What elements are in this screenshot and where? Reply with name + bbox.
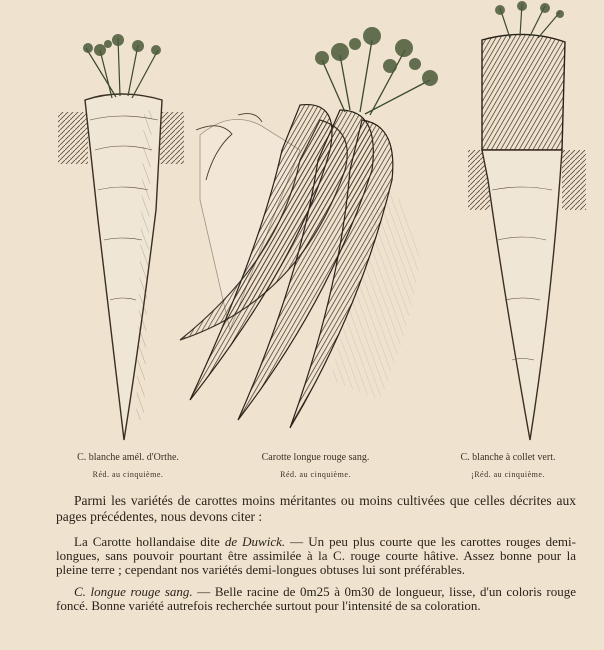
intro-paragraph: Parmi les variétés de carottes moins méritantes ou moins cultivées que celles décrites aux pages précédentes, nous devons citer : (56, 493, 576, 524)
paragraph-longue-rouge (56, 585, 576, 613)
paragraph-duwick (56, 535, 576, 577)
duwick-lead: La Carotte hollandaise dite (74, 534, 225, 549)
carrot-middle (180, 27, 438, 428)
caption-scale: Réd. au cinquième. (92, 470, 164, 479)
duwick-name: de Duwick. (224, 534, 286, 549)
caption-title: C. blanche amél. d'Orthe. (77, 452, 179, 463)
figure-caption-middle (228, 451, 403, 481)
figure-caption-right (428, 451, 588, 481)
caption-scale: Réd. au cinquième. (280, 470, 351, 479)
caption-scale: ¡Réd. au cinquième. (471, 470, 545, 479)
longue-rouge-text: — Belle racine de 0m25 à 0m30 de longueur, lisse, d'un coloris rouge foncé. Bonne variété autrefois recherchée surtout pour l'intensité de sa coloration. (56, 584, 576, 613)
caption-title: C. blanche à collet vert. (460, 452, 556, 463)
figure-caption-left (48, 451, 208, 481)
article-body (56, 493, 576, 621)
longue-rouge-name: C. longue rouge sang. (74, 584, 193, 599)
carrot-right (468, 1, 586, 440)
duwick-text: — Un peu plus courte que les carottes rouges demi-longues, sans pouvoir pourtant être assimilée à la C. rouge courte hâtive. Assez bonne pour la pleine terre ; cependant nos variétés demi-longues obtuses lui sont préférables. (56, 534, 576, 577)
caption-title: Carotte longue rouge sang. (261, 452, 370, 463)
carrot-left (58, 34, 184, 440)
